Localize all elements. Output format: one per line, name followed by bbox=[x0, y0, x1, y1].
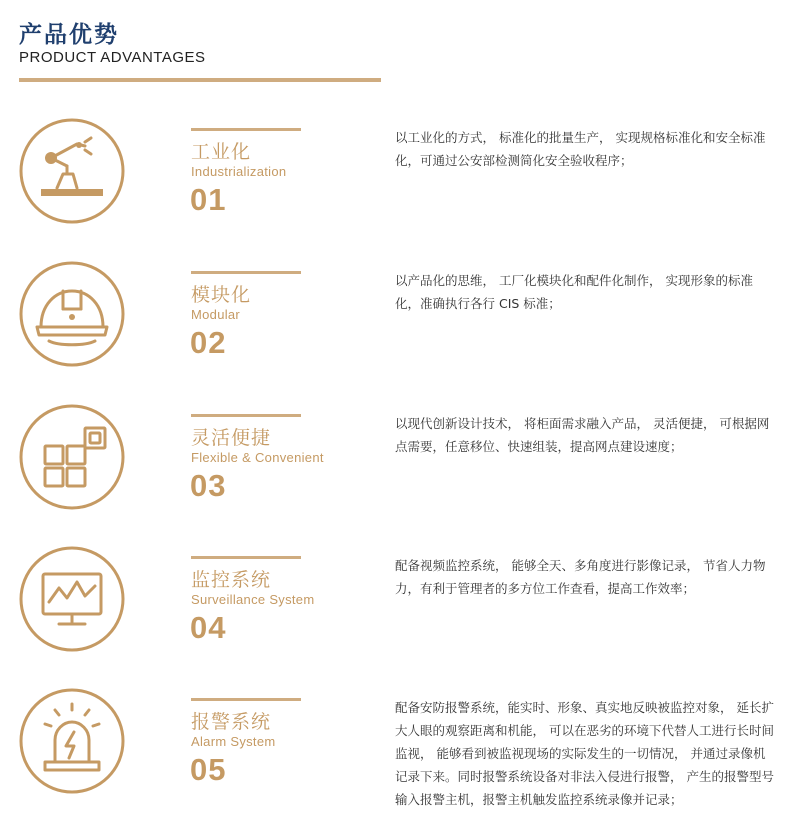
feature-divider bbox=[191, 698, 301, 701]
feature-title: 灵活便捷 bbox=[191, 427, 272, 449]
feature-divider bbox=[191, 128, 301, 131]
feature-number: 03 bbox=[190, 468, 227, 503]
feature-modular bbox=[0, 261, 800, 401]
feature-description: 配备安防报警系统，能实时、形象、真实地反映被监控对象， 延长扩大人眼的观察距离和机能， 可以在恶劣的环境下代替人工进行长时间监视， 能够看到被监视现场的实际发生的一切情况， 并通过录像机记录下来。同时报警系统设备对非法入侵进行报警， 产生的报警型号输入报警主机，报警主机触发监控系统录像并记录； bbox=[395, 700, 774, 807]
feature-description: 以工业化的方式， 标准化的批量生产， 实现规格标准化和安全标准化，可通过公安部检测简化安全验收程序； bbox=[395, 130, 766, 168]
feature-title: 报警系统 bbox=[191, 711, 272, 733]
page-title: 产品优势 bbox=[19, 22, 119, 48]
feature-divider bbox=[191, 271, 301, 274]
feature-divider bbox=[191, 414, 301, 417]
feature-title: 工业化 bbox=[191, 141, 252, 163]
feature-alarm bbox=[0, 688, 800, 828]
feature-divider bbox=[191, 556, 301, 559]
safety-helmet-icon bbox=[19, 261, 125, 367]
feature-description: 以产品化的思维， 工厂化模块化和配件化制作， 实现形象的标准化，准确执行各行 CIS 标准； bbox=[395, 273, 753, 311]
feature-description: 以现代创新设计技术， 将柜面需求融入产品， 灵活便捷， 可根据网点需要，任意移位、快速组装，提高网点建设速度； bbox=[395, 416, 770, 454]
feature-industrialization bbox=[0, 118, 800, 258]
feature-number: 01 bbox=[190, 182, 227, 217]
feature-subtitle: Modular bbox=[191, 307, 241, 322]
page-subtitle: PRODUCT ADVANTAGES bbox=[19, 49, 206, 66]
feature-subtitle: Industrialization bbox=[191, 164, 287, 179]
feature-subtitle: Alarm System bbox=[191, 734, 276, 749]
feature-flexible bbox=[0, 404, 800, 544]
robot-arm-icon bbox=[19, 118, 125, 224]
feature-surveillance bbox=[0, 546, 800, 686]
alarm-light-icon bbox=[19, 688, 125, 794]
feature-title: 监控系统 bbox=[191, 569, 272, 591]
feature-description: 配备视频监控系统， 能够全天、多角度进行影像记录， 节省人力物力，有利于管理者的多方位工作查看，提高工作效率； bbox=[395, 558, 766, 596]
feature-number: 02 bbox=[190, 325, 227, 360]
feature-number: 04 bbox=[190, 610, 227, 645]
header-divider bbox=[19, 78, 381, 82]
modular-blocks-icon bbox=[19, 404, 125, 510]
monitor-icon bbox=[19, 546, 125, 652]
feature-number: 05 bbox=[190, 752, 227, 787]
feature-subtitle: Flexible & Convenient bbox=[191, 450, 324, 465]
feature-title: 模块化 bbox=[191, 284, 252, 306]
feature-subtitle: Surveillance System bbox=[191, 592, 315, 607]
